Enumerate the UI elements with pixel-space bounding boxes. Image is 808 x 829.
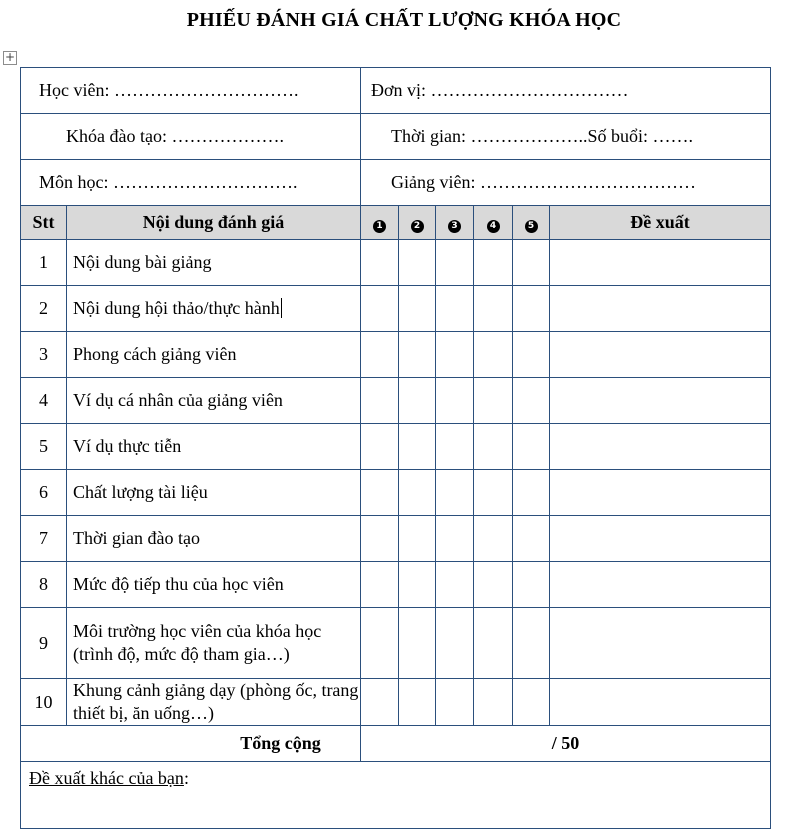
rating-cell[interactable]	[361, 286, 399, 332]
suggestion-cell[interactable]	[550, 516, 771, 562]
rating-cell[interactable]	[436, 562, 474, 608]
suggestion-cell[interactable]	[550, 286, 771, 332]
rating-cell[interactable]	[436, 679, 474, 726]
rating-cell[interactable]	[399, 562, 436, 608]
rating-cell[interactable]	[474, 424, 513, 470]
other-suggestions-row	[21, 762, 771, 829]
table-row	[21, 240, 771, 286]
page-title: PHIẾU ĐÁNH GIÁ CHẤT LƯỢNG KHÓA HỌC	[186, 9, 622, 31]
rating-cell[interactable]	[399, 470, 436, 516]
suggestion-cell[interactable]	[550, 562, 771, 608]
rating-cell[interactable]	[361, 378, 399, 424]
other-suggestions-field[interactable]: Đề xuất khác của bạn:	[21, 762, 771, 829]
row-number: 1	[21, 240, 67, 286]
rating-cell[interactable]	[474, 378, 513, 424]
rating-cell[interactable]	[436, 424, 474, 470]
rating-cell[interactable]	[361, 608, 399, 679]
rating-cell[interactable]	[436, 286, 474, 332]
row-content[interactable]: Nội dung hội thảo/thực hành	[67, 286, 361, 332]
mon-hoc-field[interactable]: Môn học: ………………………….	[21, 160, 361, 206]
suggestion-cell[interactable]	[550, 424, 771, 470]
rating-cell[interactable]	[436, 608, 474, 679]
rating-cell[interactable]	[436, 378, 474, 424]
row-number: 6	[21, 470, 67, 516]
rating-cell[interactable]	[513, 378, 550, 424]
rating-cell[interactable]	[436, 332, 474, 378]
rating-cell[interactable]	[474, 332, 513, 378]
rating-cell[interactable]	[474, 516, 513, 562]
table-row	[21, 562, 771, 608]
rating-cell[interactable]	[399, 424, 436, 470]
rating-3-icon: 3	[448, 220, 461, 233]
table-row	[21, 332, 771, 378]
rating-cell[interactable]	[436, 516, 474, 562]
header-de-xuat: Đề xuất	[550, 206, 771, 240]
rating-cell[interactable]	[399, 286, 436, 332]
evaluation-table	[20, 67, 771, 829]
rating-cell[interactable]	[399, 332, 436, 378]
header-stt: Stt	[21, 206, 67, 240]
rating-cell[interactable]	[513, 516, 550, 562]
row-content: Khung cảnh giảng dạy (phòng ốc, trang thiết bị, ăn uống…)	[67, 679, 361, 726]
row-content: Ví dụ thực tiễn	[67, 424, 361, 470]
rating-cell[interactable]	[513, 332, 550, 378]
header-noi-dung: Nội dung đánh giá	[67, 206, 361, 240]
rating-cell[interactable]	[361, 424, 399, 470]
rating-cell[interactable]	[361, 470, 399, 516]
total-row	[21, 726, 771, 762]
rating-cell[interactable]	[361, 240, 399, 286]
row-number: 8	[21, 562, 67, 608]
row-content: Môi trường học viên của khóa học (trình độ, mức độ tham gia…)	[67, 608, 361, 679]
rating-1-icon: 1	[373, 220, 386, 233]
rating-cell[interactable]	[436, 240, 474, 286]
suggestion-cell[interactable]	[550, 378, 771, 424]
suggestion-cell[interactable]	[550, 470, 771, 516]
rating-cell[interactable]	[513, 608, 550, 679]
table-row	[21, 378, 771, 424]
rating-cell[interactable]	[513, 240, 550, 286]
info-row-student	[21, 68, 771, 114]
row-number: 10	[21, 679, 67, 726]
rating-4-icon: 4	[487, 220, 500, 233]
rating-cell[interactable]	[474, 608, 513, 679]
row-number: 7	[21, 516, 67, 562]
table-row	[21, 608, 771, 679]
row-number: 9	[21, 608, 67, 679]
table-row	[21, 516, 771, 562]
rating-cell[interactable]	[399, 608, 436, 679]
row-content: Nội dung bài giảng	[67, 240, 361, 286]
info-row-course	[21, 114, 771, 160]
rating-cell[interactable]	[361, 562, 399, 608]
rating-2-icon: 2	[411, 220, 424, 233]
rating-cell[interactable]	[399, 679, 436, 726]
rating-cell[interactable]	[399, 378, 436, 424]
total-label: Tổng cộng	[21, 726, 361, 762]
table-row	[21, 286, 771, 332]
suggestion-cell[interactable]	[550, 240, 771, 286]
rating-cell[interactable]	[399, 516, 436, 562]
table-row	[21, 679, 771, 726]
rating-cell[interactable]	[399, 240, 436, 286]
suggestion-cell[interactable]	[550, 679, 771, 726]
don-vi-field[interactable]: Đơn vị: ……………………………	[361, 68, 771, 114]
giang-vien-field[interactable]: Giảng viên: ………………………………	[361, 160, 771, 206]
rating-cell[interactable]	[513, 679, 550, 726]
rating-cell[interactable]	[513, 470, 550, 516]
rating-cell[interactable]	[513, 286, 550, 332]
thoi-gian-field[interactable]: Thời gian: ………………..Số buổi: …….	[361, 114, 771, 160]
rating-cell[interactable]	[513, 562, 550, 608]
table-header	[21, 206, 771, 240]
total-score[interactable]: / 50	[361, 726, 771, 762]
rating-cell[interactable]	[474, 470, 513, 516]
table-row	[21, 470, 771, 516]
rating-cell[interactable]	[474, 286, 513, 332]
rating-cell[interactable]	[513, 424, 550, 470]
row-number: 4	[21, 378, 67, 424]
row-number: 5	[21, 424, 67, 470]
table-move-handle-icon[interactable]: +	[4, 50, 16, 64]
row-content: Phong cách giảng viên	[67, 332, 361, 378]
text-cursor	[281, 298, 282, 318]
table-row	[21, 424, 771, 470]
rating-cell[interactable]	[361, 679, 399, 726]
rating-5-icon: 5	[525, 220, 538, 233]
row-content: Ví dụ cá nhân của giảng viên	[67, 378, 361, 424]
row-number: 2	[21, 286, 67, 332]
rating-cell[interactable]	[474, 240, 513, 286]
suggestion-cell[interactable]	[550, 608, 771, 679]
rating-cell[interactable]	[361, 332, 399, 378]
hoc-vien-field[interactable]: Học viên: ………………………….	[21, 68, 361, 114]
rating-cell[interactable]	[474, 562, 513, 608]
suggestion-cell[interactable]	[550, 332, 771, 378]
row-content: Chất lượng tài liệu	[67, 470, 361, 516]
rating-cell[interactable]	[436, 470, 474, 516]
row-content: Mức độ tiếp thu của học viên	[67, 562, 361, 608]
row-number: 3	[21, 332, 67, 378]
khoa-dao-tao-field[interactable]: Khóa đào tạo: ……………….	[21, 114, 361, 160]
rating-cell[interactable]	[361, 516, 399, 562]
row-content: Thời gian đào tạo	[67, 516, 361, 562]
info-row-subject	[21, 160, 771, 206]
rating-cell[interactable]	[474, 679, 513, 726]
